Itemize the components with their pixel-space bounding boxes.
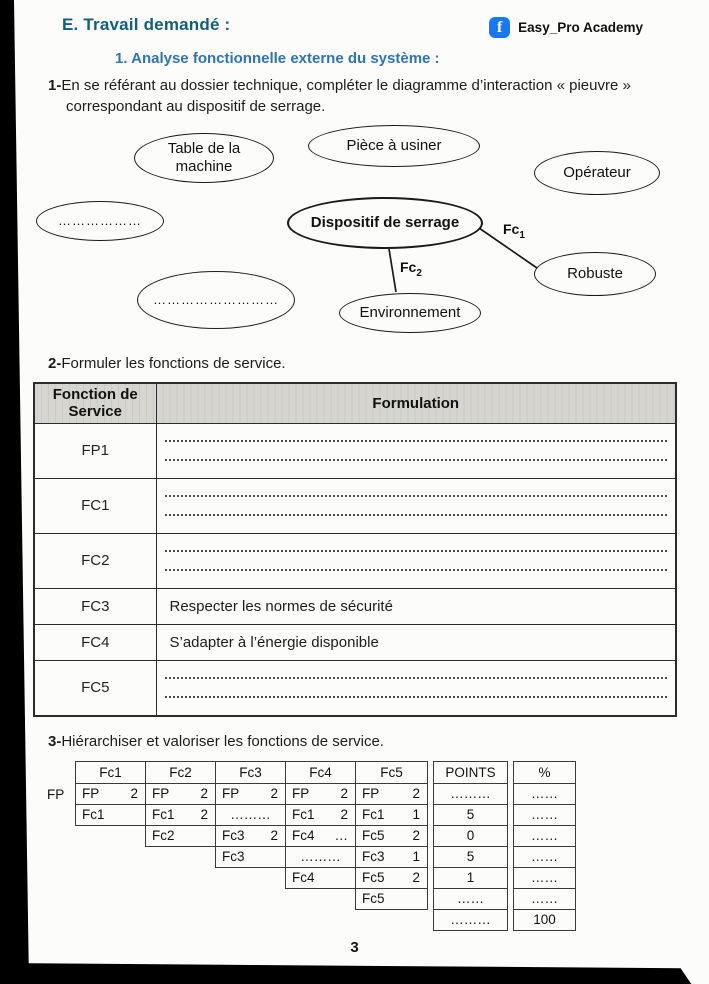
dotted-placeholder: ………………………	[153, 292, 279, 308]
matrix-cell	[285, 804, 356, 826]
matrix-percent-cell: ……	[513, 825, 576, 847]
ellipse-label: Table de la machine	[167, 140, 241, 175]
matrix-points-cell: ……	[433, 888, 508, 910]
cell-label: FP	[222, 786, 240, 801]
table-row	[34, 478, 676, 533]
question-2	[48, 353, 643, 374]
formulation-cell	[156, 588, 676, 624]
function-code: FC2	[34, 533, 156, 588]
facebook-icon: f	[489, 17, 510, 38]
cell-label: FP	[82, 786, 100, 801]
scan-edge-bottom	[0, 963, 709, 984]
fc2-subscript: 2	[416, 267, 422, 279]
function-code: FC5	[34, 660, 156, 716]
hierarchy-matrix	[42, 762, 709, 931]
ellipse-blank-lower	[137, 271, 295, 329]
formulation-cell	[156, 478, 676, 533]
matrix-header-fc1: Fc1	[75, 761, 146, 784]
question-1	[48, 75, 643, 117]
matrix-cell	[145, 783, 216, 805]
matrix-cell	[355, 804, 428, 826]
matrix-percent-cell: ……	[513, 846, 576, 868]
table-row	[34, 588, 676, 624]
matrix-header-percent: %	[513, 761, 576, 784]
matrix-cell: ………	[285, 846, 356, 868]
fc2-text: Fc	[400, 259, 417, 275]
matrix-row-label-fc5: Fc5	[355, 888, 428, 910]
dotted-line	[165, 569, 668, 571]
ellipse-dispositif-serrage	[287, 197, 483, 249]
question-2-number: 2-	[48, 355, 62, 372]
matrix-row-label-fc3: Fc3	[215, 846, 286, 868]
matrix-points-cell: ………	[433, 783, 508, 805]
question-1-line2: correspondant au dispositif de serrage.	[66, 98, 326, 115]
matrix-cell	[215, 783, 286, 805]
brand	[489, 17, 643, 38]
table-row	[34, 533, 676, 588]
cell-value: …	[334, 828, 348, 843]
cell-value: 1	[412, 849, 420, 864]
ellipse-label: Robuste	[567, 265, 623, 282]
table-row	[34, 423, 676, 478]
matrix-percent-cell: ……	[513, 804, 576, 826]
formulation-cell	[156, 660, 676, 716]
cell-label: FP	[292, 786, 310, 801]
matrix-cell	[75, 783, 146, 805]
matrix-cell: ………	[215, 804, 286, 826]
formulation-text: Respecter les normes de sécurité	[169, 597, 393, 615]
section-title: 1. Analyse fonctionnelle externe du système :	[115, 50, 440, 67]
brand-name: Easy_Pro Academy	[518, 20, 643, 35]
service-functions-table	[33, 382, 677, 717]
dotted-line	[165, 495, 668, 497]
question-3-text: Hiérarchiser et valoriser les fonctions de service.	[61, 732, 384, 750]
cell-label: Fc1	[292, 807, 315, 822]
dotted-line	[165, 677, 668, 679]
cell-label: FP	[152, 786, 170, 801]
matrix-cell	[145, 804, 216, 826]
matrix-percent-cell: ……	[513, 888, 576, 910]
formulation-cell	[156, 533, 676, 588]
matrix-header-fc2: Fc2	[145, 761, 216, 784]
question-3-number: 3-	[48, 732, 62, 750]
cell-value: 2	[412, 828, 420, 843]
matrix-cell	[285, 783, 356, 805]
cell-label: Fc5	[362, 870, 385, 885]
formulation-text: S’adapter à l’énergie disponible	[169, 633, 379, 651]
header-formulation: Formulation	[156, 383, 676, 423]
fc1-text: Fc	[503, 221, 520, 237]
function-code: FP1	[34, 423, 156, 478]
matrix-points-cell: 5	[433, 846, 508, 868]
matrix-points-total: ………	[433, 909, 508, 931]
page-number: 3	[350, 939, 359, 956]
question-1-line1: En se référant au dossier technique, compléter le diagramme d’interaction « pieuvre »	[61, 77, 631, 94]
function-code: FC3	[34, 588, 156, 624]
fc2-line	[389, 249, 396, 292]
ellipse-operateur	[534, 151, 660, 195]
cell-value: 2	[200, 807, 208, 822]
question-1-number: 1-	[48, 77, 62, 94]
dotted-line	[165, 440, 668, 442]
table-header-row	[34, 383, 676, 423]
formulation-cell	[156, 624, 676, 660]
cell-value: 2	[340, 786, 348, 801]
cell-value: 2	[412, 786, 420, 801]
cell-label: Fc1	[152, 807, 175, 822]
function-code: FC4	[34, 624, 156, 660]
formulation-cell	[156, 423, 676, 478]
ellipse-blank-upper	[36, 201, 164, 241]
topbar	[0, 0, 709, 38]
ellipse-table-machine	[134, 133, 274, 183]
cell-label: Fc3	[222, 828, 245, 843]
matrix-cell	[355, 825, 428, 847]
cell-value: 2	[340, 807, 348, 822]
ellipse-robuste	[534, 252, 656, 296]
ellipse-environnement	[339, 293, 481, 333]
ellipse-piece-a-usiner	[308, 125, 480, 167]
matrix-header-fc4: Fc4	[285, 761, 356, 784]
page-title: E. Travail demandé :	[62, 15, 231, 34]
cell-value: 2	[130, 786, 138, 801]
pieuvre-diagram	[0, 121, 709, 347]
question-2-text: Formuler les fonctions de service.	[61, 355, 286, 372]
question-3	[48, 731, 643, 752]
cell-label: Fc1	[362, 807, 385, 822]
matrix-percent-cell: ……	[513, 783, 576, 805]
matrix-cell	[355, 846, 428, 868]
cell-value: 1	[412, 807, 420, 822]
cell-value: 2	[412, 870, 420, 885]
matrix-cell	[215, 825, 286, 847]
function-code: FC1	[34, 478, 156, 533]
cell-value: 2	[270, 786, 278, 801]
cell-label: Fc4	[292, 828, 315, 843]
matrix-percent-cell: ……	[513, 867, 576, 889]
matrix-cell	[355, 867, 428, 889]
matrix-percent-total: 100	[513, 909, 576, 931]
ellipse-label: Opérateur	[563, 164, 631, 181]
cell-label: Fc3	[362, 849, 385, 864]
matrix-row-label-fc1: Fc1	[75, 804, 146, 826]
dotted-line	[165, 696, 668, 698]
matrix-cell	[355, 783, 428, 805]
matrix-header-points: POINTS	[433, 761, 508, 784]
cell-value: 2	[200, 786, 208, 801]
matrix-header-fc5: Fc5	[355, 761, 428, 784]
ellipse-label: Environnement	[359, 304, 461, 321]
cell-value: 2	[270, 828, 278, 843]
dotted-line	[165, 514, 668, 516]
dotted-placeholder: ………………	[58, 213, 142, 229]
ellipse-label: Pièce à usiner	[346, 137, 442, 154]
table-row	[34, 624, 676, 660]
matrix-header-fc3: Fc3	[215, 761, 286, 784]
header-fonction-de-service: Fonction de Service	[34, 383, 156, 423]
table-row	[34, 660, 676, 716]
matrix-points-cell: 5	[433, 804, 508, 826]
cell-label: Fc5	[362, 828, 385, 843]
matrix-row-label-fc4: Fc4	[285, 867, 356, 889]
fc1-label	[503, 221, 525, 241]
ellipse-label: Dispositif de serrage	[310, 214, 460, 231]
matrix-row-label-fc2: Fc2	[145, 825, 216, 847]
fc1-subscript: 1	[519, 229, 525, 241]
cell-label: FP	[362, 786, 380, 801]
dotted-line	[165, 459, 668, 461]
dotted-line	[165, 550, 668, 552]
matrix-points-cell: 1	[433, 867, 508, 889]
matrix-cell	[285, 825, 356, 847]
matrix-row-label-fp: FP	[47, 786, 65, 802]
matrix-points-cell: 0	[433, 825, 508, 847]
fc2-label	[400, 259, 422, 279]
